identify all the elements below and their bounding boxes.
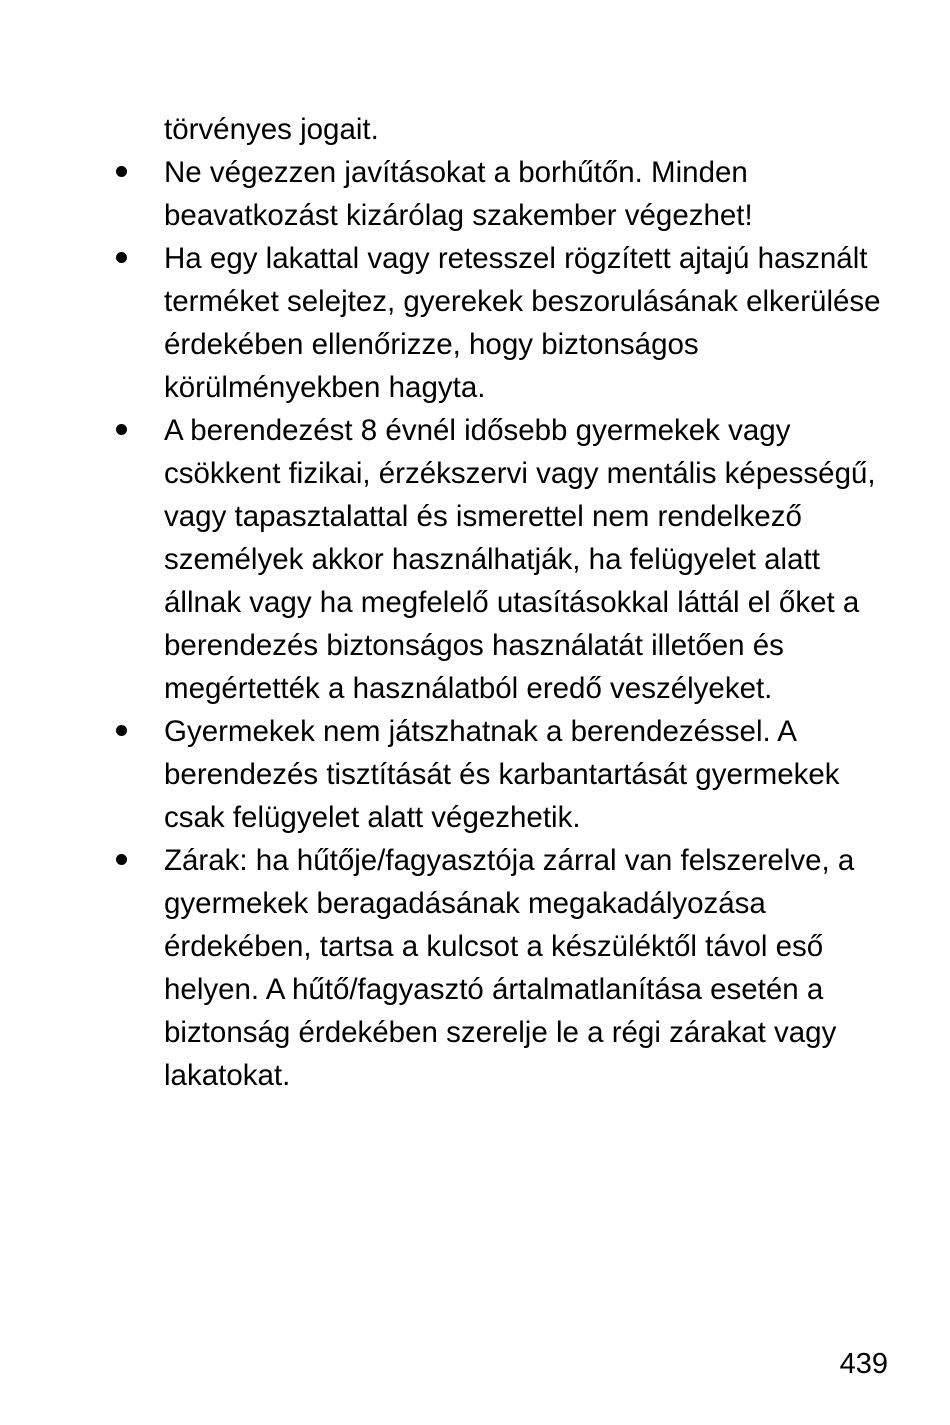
bullet-icon bbox=[116, 252, 127, 263]
bullet-icon bbox=[116, 725, 127, 736]
list-item bbox=[110, 237, 900, 409]
continuation-text: törvényes jogait. bbox=[164, 113, 379, 146]
list-item bbox=[110, 710, 900, 839]
bullet-icon bbox=[116, 854, 127, 865]
list-item-text: Gyermekek nem játszhatnak a berendezéssel. A berendezés tisztítását és karbantartását gyermekek csak felügyelet alatt végezhetik. bbox=[164, 715, 840, 834]
page-number: 439 bbox=[839, 1348, 888, 1380]
list-item-text: A berendezést 8 évnél idősebb gyermekek vagy csökkent fizikai, érzékszervi vagy mentális képességű, vagy tapasztalattal és ismerettel nem rendelkező személyek akkor használhatják, ha felügyelet alatt állnak vagy ha megfelelő utasításokkal láttál el őket a berendezés biztonságos használatát illetően és megértették a használatból eredő veszélyeket. bbox=[164, 414, 876, 705]
list-item-text: Ne végezzen javításokat a borhűtőn. Minden beavatkozást kizárólag szakember végezhet! bbox=[164, 156, 753, 232]
bullet-icon bbox=[116, 424, 127, 435]
bullet-icon bbox=[116, 166, 127, 177]
list-item-text: Zárak: ha hűtője/fagyasztója zárral van felszerelve, a gyermekek beragadásának megakadályozása érdekében, tartsa a kulcsot a készüléktől távol eső helyen. A hűtő/fagyasztó ártalmatlanítása esetén a biztonság érdekében szerelje le a régi zárakat vagy lakatokat. bbox=[164, 844, 855, 1092]
page-content bbox=[110, 108, 900, 1097]
list-item bbox=[110, 409, 900, 710]
bullet-list bbox=[110, 151, 900, 1097]
list-item bbox=[110, 839, 900, 1097]
list-item-text: Ha egy lakattal vagy retesszel rögzített ajtajú használt terméket selejtez, gyerekek beszorulásának elkerülése érdekében ellenőrizze, hogy biztonságos körülményekben hagyta. bbox=[164, 242, 881, 404]
list-item bbox=[110, 151, 900, 237]
